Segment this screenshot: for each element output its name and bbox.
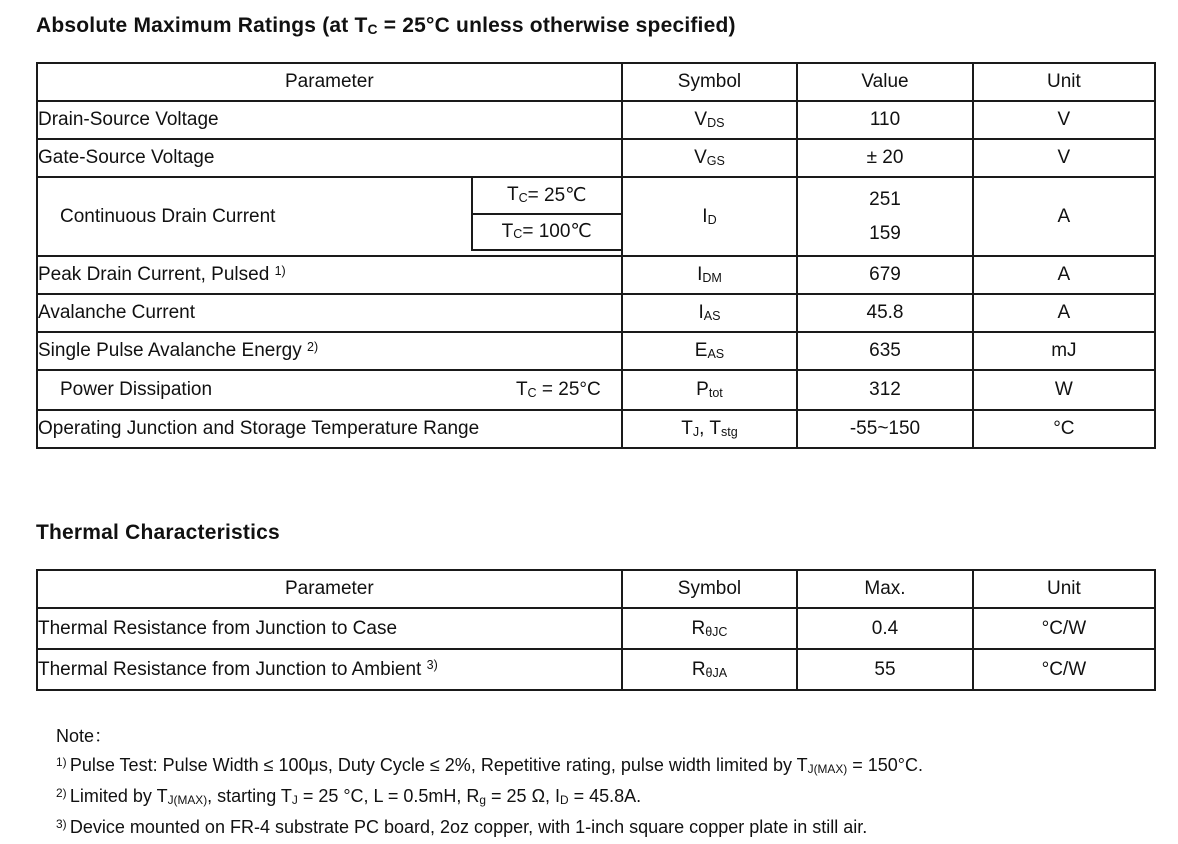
param-cell: Thermal Resistance from Junction to Case — [37, 608, 622, 649]
col-header-value: Value — [797, 63, 973, 101]
value-cell: 45.8 — [797, 294, 973, 332]
value-cell: 312 — [797, 370, 973, 410]
row-temperature-range — [37, 410, 1155, 448]
value-cell: -55~150 — [797, 410, 973, 448]
param-cell — [37, 177, 622, 256]
symbol-cell: VGS — [622, 139, 798, 177]
symbol-cell: RθJC — [622, 608, 798, 649]
notes-section — [36, 721, 1156, 844]
unit-cell: W — [973, 370, 1155, 410]
col-header-unit: Unit — [973, 570, 1155, 608]
unit-cell: A — [973, 177, 1155, 256]
col-header-parameter: Parameter — [37, 570, 622, 608]
unit-cell: V — [973, 139, 1155, 177]
value-cell: 635 — [797, 332, 973, 370]
param-cell: Operating Junction and Storage Temperature Range — [37, 410, 622, 448]
notes-label: Note： — [56, 726, 113, 746]
value-cell: 110 — [797, 101, 973, 139]
value-cell: 679 — [797, 256, 973, 294]
col-header-unit: Unit — [973, 63, 1155, 101]
col-header-max: Max. — [797, 570, 973, 608]
row-continuous-drain-current — [37, 177, 1155, 256]
thermal-table — [36, 569, 1156, 691]
param-cell: Thermal Resistance from Junction to Ambient $^{3)}$ — [37, 649, 622, 690]
unit-cell: °C — [973, 410, 1155, 448]
row-avalanche-energy — [37, 332, 1155, 370]
row-gate-source-voltage — [37, 139, 1155, 177]
thermal-header-row — [37, 570, 1155, 608]
symbol-cell: EAS — [622, 332, 798, 370]
note-2: $^{2)}$ Limited by TJ(MAX), starting TJ = 25 °C, L = 0.5mH, Rg = 25 Ω, ID = 45.8A. — [56, 786, 642, 808]
tc-condition-box — [471, 178, 621, 251]
param-cell: Peak Drain Current, Pulsed $^{1)}$ — [37, 256, 622, 294]
param-cell: Avalanche Current — [37, 294, 622, 332]
value-at-100: 159 — [869, 222, 901, 244]
col-header-symbol: Symbol — [622, 570, 798, 608]
row-thermal-junction-ambient — [37, 649, 1155, 690]
row-peak-drain-current — [37, 256, 1155, 294]
abs-max-header-row — [37, 63, 1155, 101]
unit-cell: V — [973, 101, 1155, 139]
row-drain-source-voltage — [37, 101, 1155, 139]
unit-cell: A — [973, 256, 1155, 294]
tc-100-condition: T C = 100℃ — [501, 220, 592, 243]
thermal-title: Thermal Characteristics — [36, 521, 280, 544]
abs-max-table — [36, 62, 1156, 449]
param-cell — [37, 370, 622, 410]
row-power-dissipation — [37, 370, 1155, 410]
value-cell: 0.4 — [797, 608, 973, 649]
note-1: $^{1)}$ Pulse Test: Pulse Width ≤ 100μs, Duty Cycle ≤ 2%, Repetitive rating, pulse width limited by TJ(MAX) = 150°C. — [56, 755, 923, 777]
symbol-cell: TJ, Tstg — [622, 410, 798, 448]
unit-cell: °C/W — [973, 608, 1155, 649]
row-avalanche-current — [37, 294, 1155, 332]
param-label: Power Dissipation — [60, 379, 213, 400]
param-label: Continuous Drain Current — [60, 205, 276, 227]
symbol-cell: ID — [622, 177, 798, 256]
col-header-parameter: Parameter — [37, 63, 622, 101]
unit-cell: °C/W — [973, 649, 1155, 690]
value-cell: ± 20 — [797, 139, 973, 177]
symbol-cell: Ptot — [622, 370, 798, 410]
symbol-cell: RθJA — [622, 649, 798, 690]
value-cell: 55 — [797, 649, 973, 690]
value-cell — [797, 177, 973, 256]
symbol-cell: IDM — [622, 256, 798, 294]
param-cell: Single Pulse Avalanche Energy $^{2)}$ — [37, 332, 622, 370]
param-cell: Drain-Source Voltage — [37, 101, 622, 139]
value-at-25: 251 — [869, 188, 901, 210]
unit-cell: A — [973, 294, 1155, 332]
tc-condition: TC = 25°C — [515, 379, 601, 401]
unit-cell: mJ — [973, 332, 1155, 370]
symbol-cell: IAS — [622, 294, 798, 332]
row-thermal-junction-case — [37, 608, 1155, 649]
tc-25-condition: T C = 25℃ — [473, 178, 621, 215]
param-cell: Gate-Source Voltage — [37, 139, 622, 177]
symbol-cell: VDS — [622, 101, 798, 139]
col-header-symbol: Symbol — [622, 63, 798, 101]
abs-max-title: Absolute Maximum Ratings (at TC = 25°C unless otherwise specified) — [36, 14, 736, 38]
note-3: $^{3)}$ Device mounted on FR-4 substrate PC board, 2oz copper, with 1-inch square copper plate in still air. — [56, 817, 868, 837]
